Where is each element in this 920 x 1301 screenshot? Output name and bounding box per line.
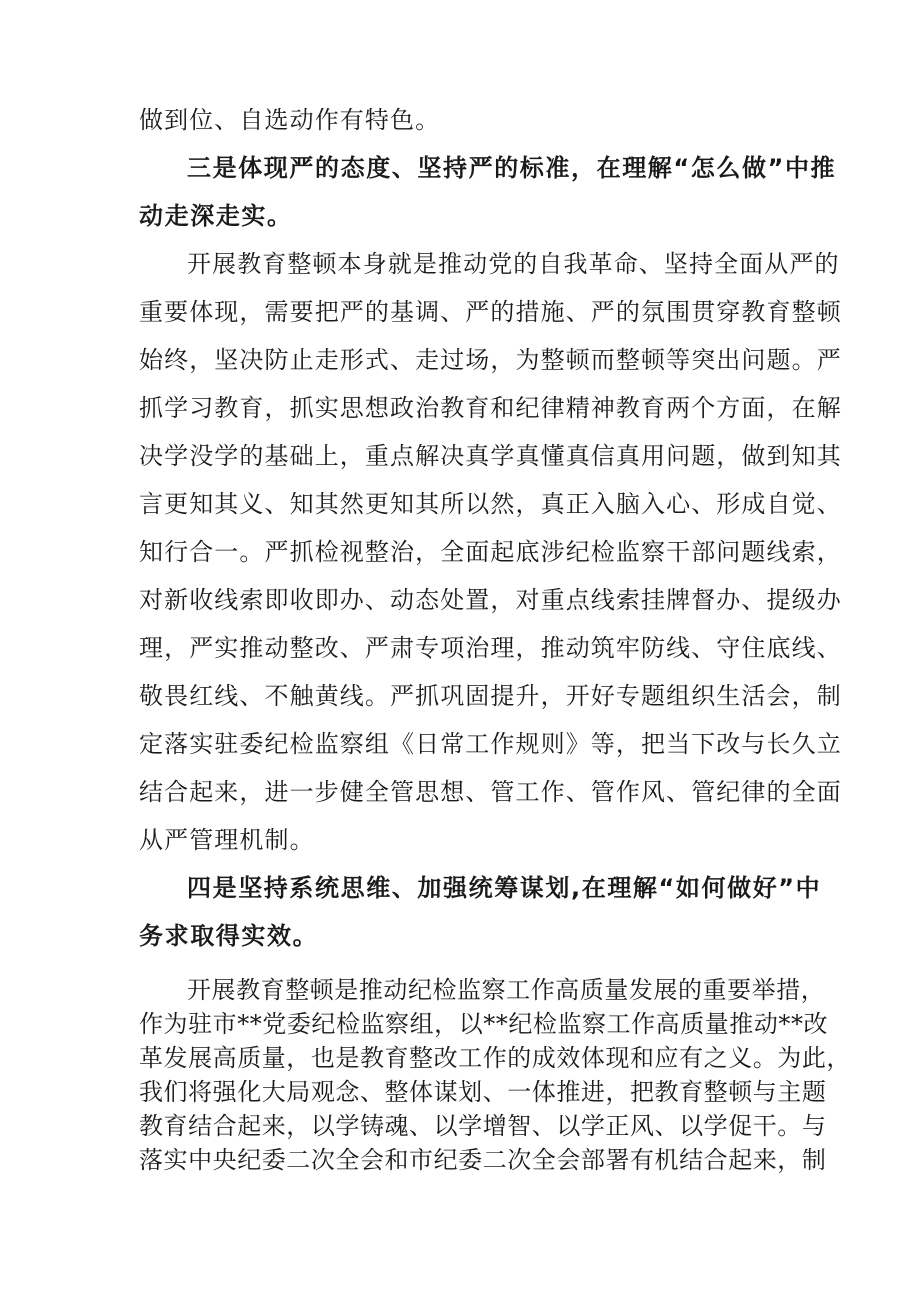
paragraph-line: 开展教育整顿是推动纪检监察工作高质量发展的重要举措， — [187, 976, 826, 1004]
paragraph-line: 革发展高质量，也是教育整改工作的成效体现和应有之义。为此， — [139, 1044, 851, 1072]
paragraph-line: 做到位、自选动作有特色。 — [139, 106, 441, 134]
paragraph-line: 知行合一。严抓检视整治，全面起底涉纪检监察干部问题线索， — [139, 538, 842, 566]
section-heading-line: 动走深走实。 — [139, 202, 293, 230]
paragraph-line: 落实中央纪委二次全会和市纪委二次全会部署有机结合起来，制 — [139, 1146, 827, 1174]
paragraph-line: 言更知其义、知其然更知其所以然，真正入脑入心、形成自觉、 — [139, 490, 842, 518]
paragraph-line: 结合起来，进一步健全管思想、管工作、管作风、管纪律的全面 — [139, 778, 842, 806]
paragraph-line: 开展教育整顿本身就是推动党的自我革命、坚持全面从严的 — [187, 250, 840, 278]
section-heading-line: 四是坚持系统思维、加强统筹谋划,在理解“如何做好”中 — [187, 874, 822, 902]
paragraph-line: 重要体现，需要把严的基调、严的措施、严的氛围贯穿教育整顿 — [139, 298, 842, 326]
paragraph-line: 对新收线索即收即办、动态处置，对重点线索挂牌督办、提级办 — [139, 586, 842, 614]
paragraph-line: 敬畏红线、不触黄线。严抓巩固提升，开好专题组织生活会，制 — [139, 682, 842, 710]
paragraph-line: 定落实驻委纪检监察组《日常工作规则》等，把当下改与长久立 — [139, 730, 842, 758]
paragraph-line: 我们将强化大局观念、整体谋划、一体推进，把教育整顿与主题 — [139, 1078, 827, 1106]
paragraph-line: 作为驻市**党委纪检监察组，以**纪检监察工作高质量推动**改 — [139, 1010, 829, 1038]
paragraph-line: 决学没学的基础上，重点解决真学真懂真信真用问题，做到知其 — [139, 442, 842, 470]
paragraph-line: 理，严实推动整改、严肃专项治理，推动筑牢防线、守住底线、 — [139, 634, 842, 662]
paragraph-line: 教育结合起来，以学铸魂、以学增智、以学正风、以学促干。与 — [139, 1112, 827, 1140]
paragraph-line: 始终，坚决防止走形式、走过场，为整顿而整顿等突出问题。严 — [139, 346, 842, 374]
paragraph-line: 抓学习教育，抓实思想政治教育和纪律精神教育两个方面，在解 — [139, 394, 842, 422]
section-heading-line: 务求取得实效。 — [139, 922, 319, 950]
paragraph-line: 从严管理机制。 — [139, 826, 315, 854]
section-heading-line: 三是体现严的态度、坚持严的标准，在理解“怎么做”中推 — [187, 154, 837, 182]
